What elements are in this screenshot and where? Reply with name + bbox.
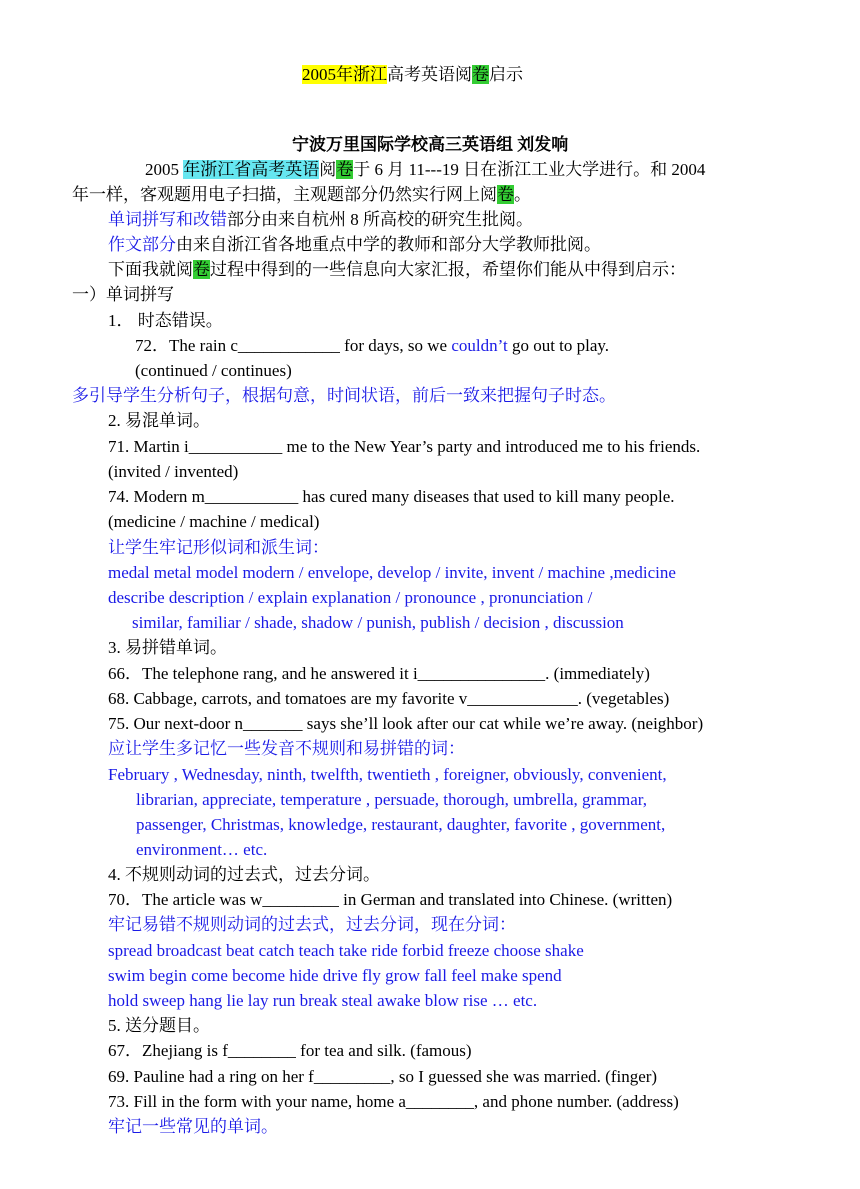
question-71: 71. Martin i___________ me to the New Year’s party and introduced me to his friends. bbox=[108, 437, 701, 456]
word-list-line: medal metal model modern / envelope, develop / invite, invent / machine ,medicine bbox=[108, 563, 676, 582]
word-list-line: spread broadcast beat catch teach take ride forbid freeze choose shake bbox=[108, 941, 584, 960]
teaching-note: 牢记易错不规则动词的过去式，过去分词，现在分词： bbox=[108, 915, 516, 934]
subsection-heading: 5. 送分题目。 bbox=[108, 1016, 210, 1035]
word-list-line: similar, familiar / shade, shadow / punish, publish / decision , discussion bbox=[132, 613, 624, 632]
section-heading: 一）单词拼写 bbox=[72, 285, 174, 304]
question-69: 69. Pauline had a ring on her f_________, so I guessed she was married. (finger) bbox=[108, 1067, 658, 1086]
question-72-options: (continued / continues) bbox=[135, 361, 292, 380]
teaching-note: 多引导学生分析句子，根据句意，时间状语，前后一致来把握句子时态。 bbox=[72, 386, 616, 405]
teaching-note: 让学生牢记形似词和派生词： bbox=[108, 538, 329, 557]
title-highlight: 2005年浙江 bbox=[302, 65, 387, 84]
question-71-options: (invited / invented) bbox=[108, 462, 239, 481]
word-list-line: February , Wednesday, ninth, twelfth, twentieth , foreigner, obviously, convenient, bbox=[108, 765, 667, 784]
question-74: 74. Modern m___________ has cured many diseases that used to kill many people. bbox=[108, 487, 675, 506]
teaching-note: 应让学生多记忆一些发音不规则和易拼错的词： bbox=[108, 739, 465, 758]
question-74-options: (medicine / machine / medical) bbox=[108, 512, 320, 531]
question-73: 73. Fill in the form with your name, home a________, and phone number. (address) bbox=[108, 1092, 679, 1111]
word-list-line: swim begin come become hide drive fly grow fall feel make spend bbox=[108, 966, 562, 985]
question-70: 70．The article was w_________ in German and translated into Chinese. (written) bbox=[108, 890, 673, 909]
question-68: 68. Cabbage, carrots, and tomatoes are my favorite v_____________. (vegetables) bbox=[108, 689, 670, 708]
word-list-line: environment… etc. bbox=[136, 840, 268, 859]
subsection-heading: 2. 易混单词。 bbox=[108, 411, 210, 430]
word-list-line: passenger, Christmas, knowledge, restaurant, daughter, favorite , government, bbox=[136, 815, 666, 834]
question-75: 75. Our next-door n_______ says she’ll look after our cat while we’re away. (neighbor) bbox=[108, 714, 704, 733]
intro-line-2: 年一样，客观题用电子扫描，主观题部分仍然实行网上阅卷。 bbox=[72, 185, 531, 204]
question-67: 67．Zhejiang is f________ for tea and silk. (famous) bbox=[108, 1041, 472, 1060]
intro-line-3: 单词拼写和改错部分由来自杭州 8 所高校的研究生批阅。 bbox=[108, 210, 533, 229]
author-line: 宁波万里国际学校高三英语组 刘发响 bbox=[292, 135, 569, 154]
subsection-heading: 4. 不规则动词的过去式，过去分词。 bbox=[108, 865, 380, 884]
intro-line-1: 2005 年浙江省高考英语阅卷于 6 月 11---19 日在浙江工业大学进行。和 2004 bbox=[145, 160, 706, 179]
question-72: 72．The rain c____________ for days, so we couldn’t go out to play. bbox=[135, 336, 610, 355]
intro-line-4: 作文部分由来自浙江省各地重点中学的教师和部分大学教师批阅。 bbox=[108, 235, 601, 254]
question-66: 66．The telephone rang, and he answered it i_______________. (immediately) bbox=[108, 664, 650, 683]
intro-line-5: 下面我就阅卷过程中得到的一些信息向大家汇报，希望你们能从中得到启示： bbox=[108, 260, 686, 279]
word-list-line: librarian, appreciate, temperature , persuade, thorough, umbrella, grammar, bbox=[136, 790, 647, 809]
document-title: 2005年浙江高考英语阅卷启示 bbox=[302, 65, 523, 84]
word-list-line: describe description / explain explanation / pronounce , pronunciation / bbox=[108, 588, 593, 607]
teaching-note: 牢记一些常见的单词。 bbox=[108, 1117, 278, 1136]
word-list-line: hold sweep hang lie lay run break steal awake blow rise … etc. bbox=[108, 991, 538, 1010]
subsection-heading: 1． 时态错误。 bbox=[108, 311, 223, 330]
subsection-heading: 3. 易拼错单词。 bbox=[108, 638, 227, 657]
